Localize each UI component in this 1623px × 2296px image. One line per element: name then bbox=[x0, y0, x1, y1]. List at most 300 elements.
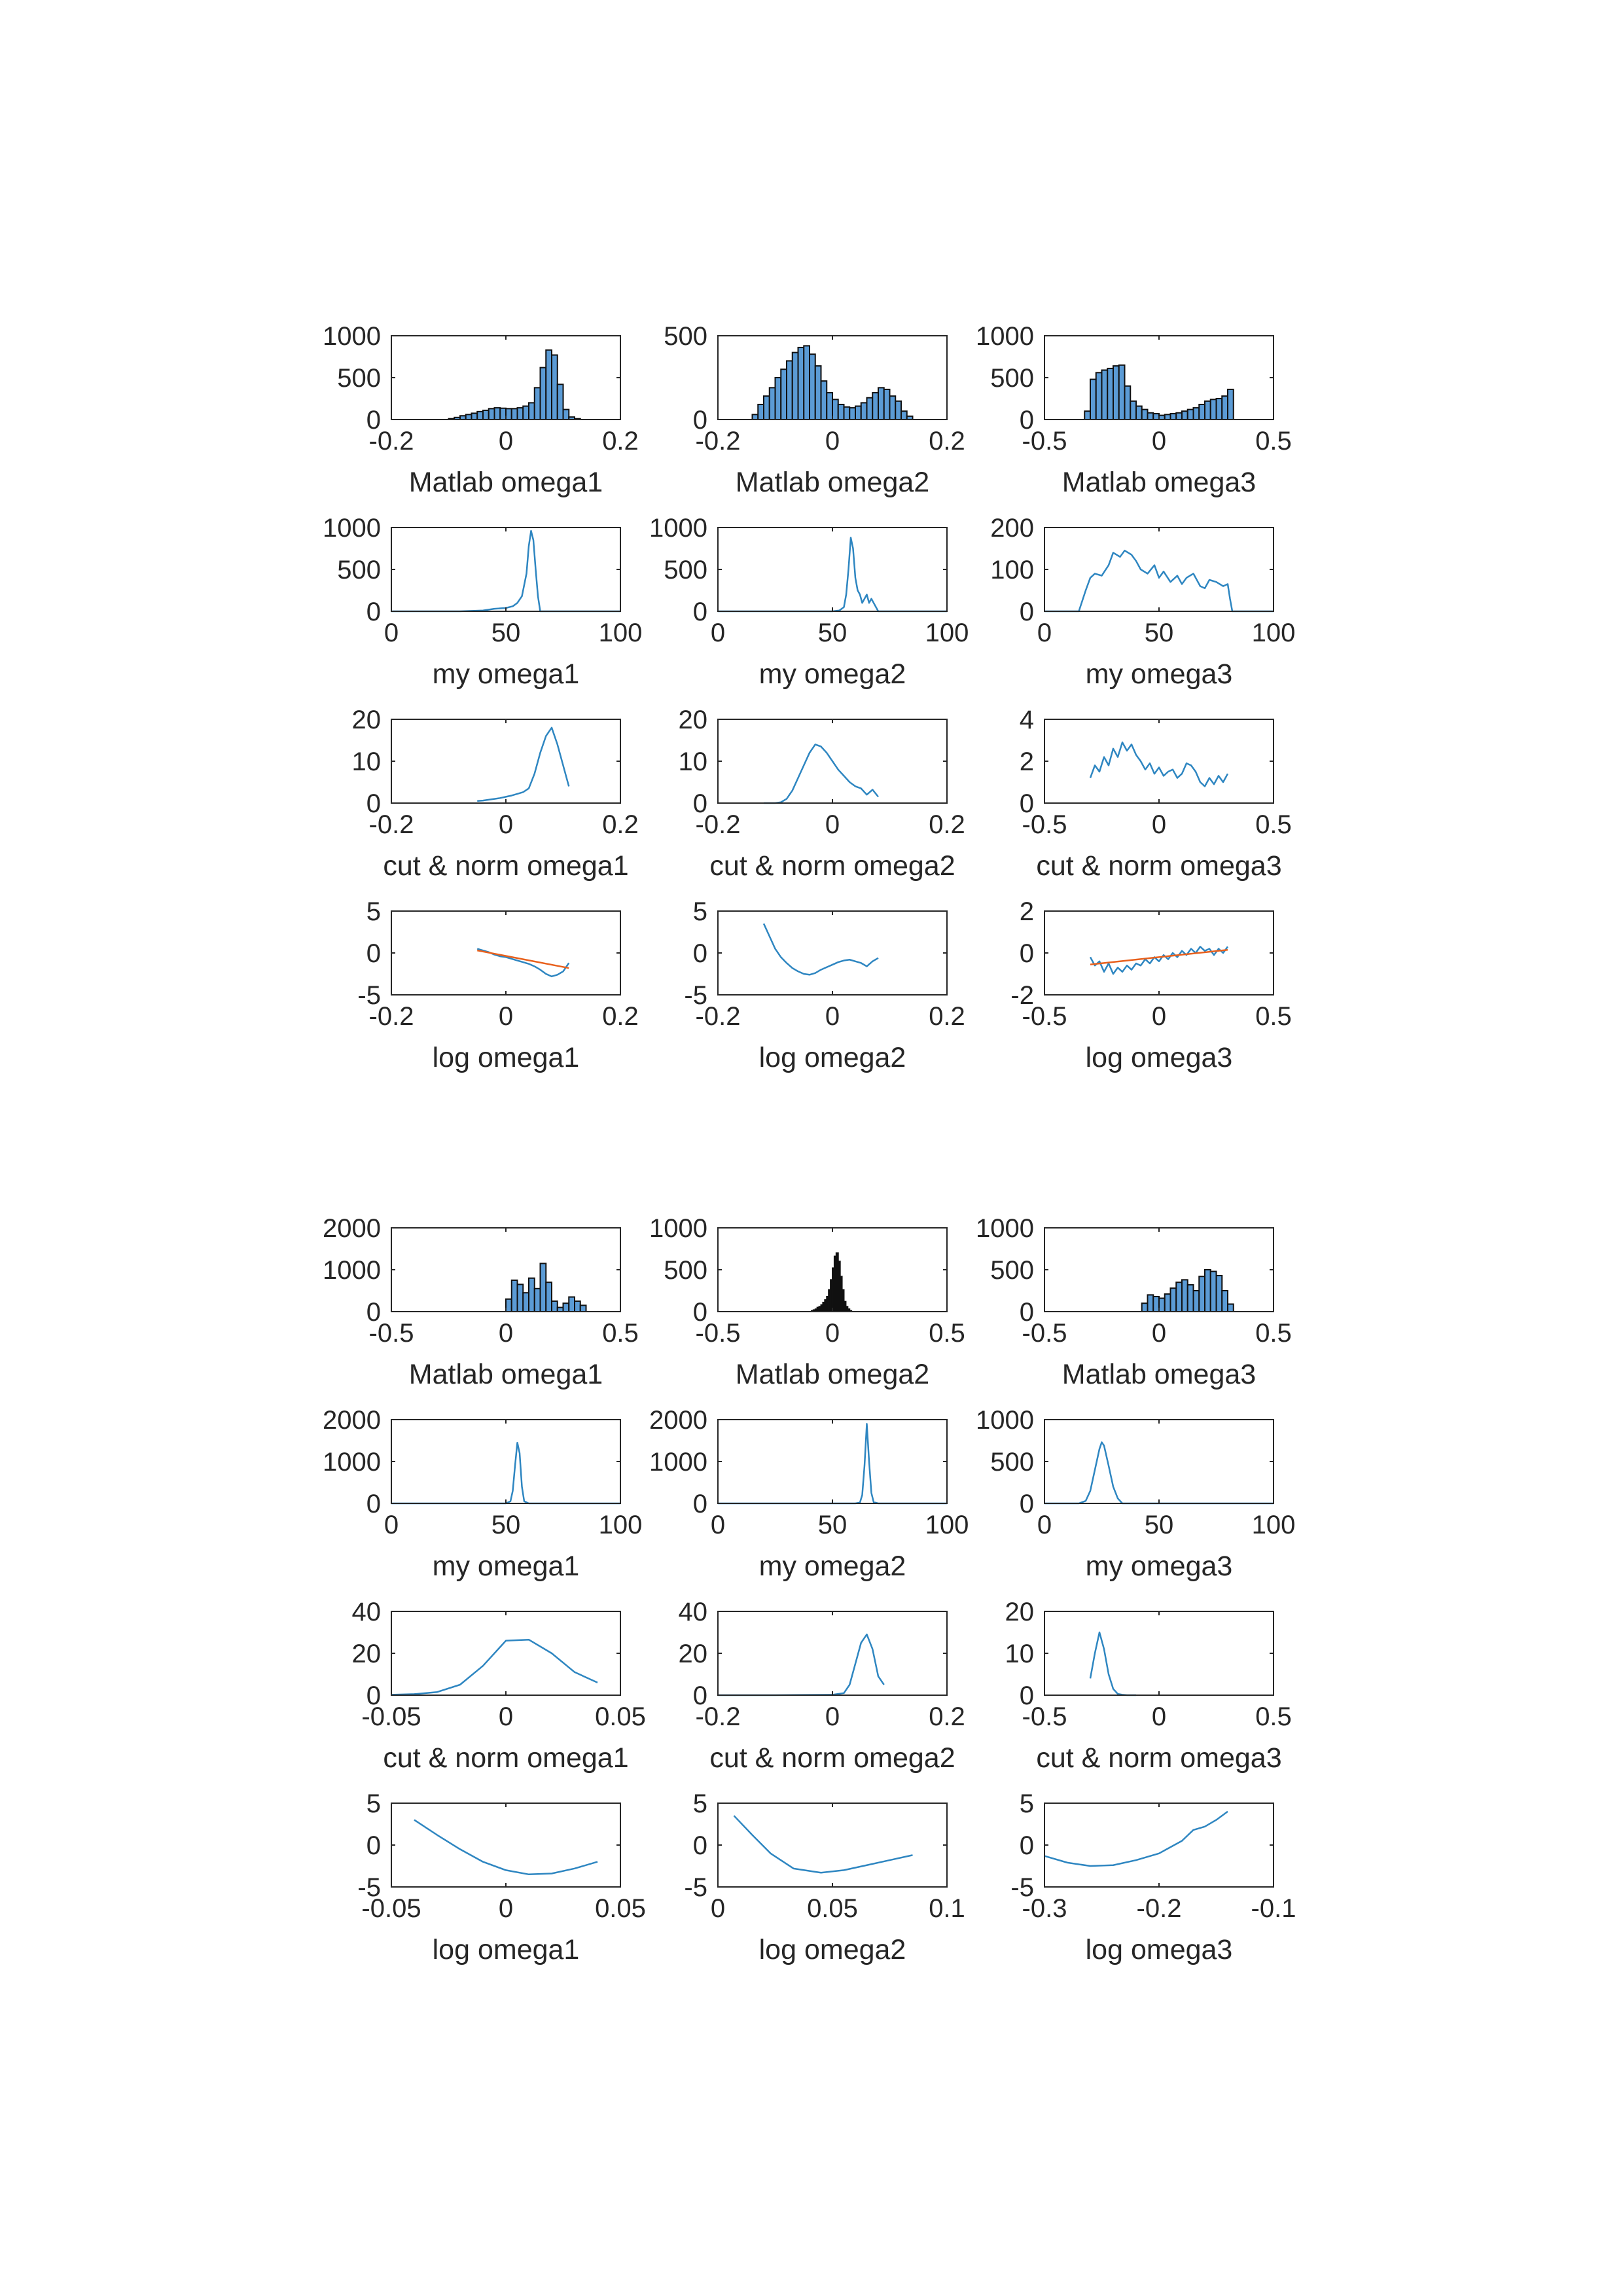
histogram-bar bbox=[552, 355, 558, 420]
data-line bbox=[734, 1816, 913, 1873]
x-axis-label: Matlab omega3 bbox=[1061, 1359, 1257, 1390]
x-tick-label: 100 bbox=[598, 619, 643, 647]
x-tick-label: 0.5 bbox=[1255, 1002, 1292, 1031]
x-tick-label: 100 bbox=[1251, 619, 1296, 647]
y-tick-label: 1000 bbox=[649, 514, 707, 543]
y-tick-label: 2000 bbox=[649, 1406, 707, 1435]
y-tick-label: 40 bbox=[351, 1598, 381, 1626]
x-axis-label: Matlab omega2 bbox=[735, 467, 930, 498]
subplot-g2-r3-c3 bbox=[1005, 1598, 1292, 1774]
y-tick-label: 0 bbox=[692, 1831, 707, 1860]
x-tick-label: 0.5 bbox=[1255, 1319, 1292, 1348]
histogram-bar bbox=[1199, 1276, 1205, 1312]
y-tick-label: 0 bbox=[366, 1298, 381, 1327]
x-tick-label: 50 bbox=[817, 1511, 847, 1539]
x-tick-label: 0 bbox=[498, 1319, 514, 1348]
y-tick-label: 500 bbox=[990, 1448, 1034, 1477]
x-tick-label: 0.5 bbox=[1255, 1702, 1292, 1731]
x-tick-label: 0.2 bbox=[929, 1702, 965, 1731]
data-line bbox=[391, 1640, 597, 1695]
x-tick-label: -0.2 bbox=[368, 1002, 414, 1031]
y-tick-label: 2000 bbox=[323, 1214, 381, 1243]
fit-line bbox=[1090, 950, 1228, 964]
y-tick-label: -5 bbox=[684, 981, 707, 1010]
x-tick-label: -0.5 bbox=[1022, 1002, 1067, 1031]
x-tick-label: 50 bbox=[1144, 619, 1174, 647]
histogram-bar bbox=[1153, 414, 1159, 420]
y-tick-label: 500 bbox=[664, 1256, 707, 1285]
x-tick-label: 0.2 bbox=[929, 1002, 965, 1031]
histogram-bar bbox=[1205, 401, 1211, 420]
y-tick-label: 2 bbox=[1019, 747, 1034, 776]
data-line bbox=[1090, 946, 1228, 974]
histogram-bar bbox=[500, 408, 506, 420]
histogram-bar bbox=[1142, 410, 1148, 420]
x-tick-label: 0 bbox=[498, 810, 514, 839]
histogram-bar bbox=[1165, 414, 1171, 420]
histogram-bar bbox=[1107, 368, 1113, 420]
histogram-bar bbox=[827, 393, 832, 420]
subplot-g2-r1-c3 bbox=[976, 1214, 1292, 1390]
x-tick-label: 0 bbox=[825, 1002, 840, 1031]
axes-box bbox=[391, 719, 620, 803]
x-tick-label: -0.05 bbox=[361, 1894, 421, 1923]
y-tick-label: 0 bbox=[1019, 1490, 1034, 1518]
histogram-bar bbox=[1217, 399, 1222, 420]
y-tick-label: 1000 bbox=[976, 322, 1034, 351]
data-line bbox=[414, 1820, 597, 1874]
axes-box bbox=[1044, 528, 1274, 611]
x-tick-label: 0.5 bbox=[1255, 810, 1292, 839]
histogram-bar bbox=[1194, 408, 1200, 420]
histogram-bar bbox=[1125, 386, 1131, 420]
x-tick-label: 100 bbox=[1251, 1511, 1296, 1539]
axes-box bbox=[391, 1420, 620, 1503]
histogram-bar bbox=[495, 408, 501, 420]
histogram-bar bbox=[523, 1293, 529, 1312]
histogram-bar bbox=[466, 414, 472, 420]
y-tick-label: 500 bbox=[337, 364, 381, 393]
x-tick-label: 50 bbox=[491, 619, 521, 647]
x-tick-label: 0.05 bbox=[595, 1894, 646, 1923]
histogram-bar bbox=[546, 1282, 552, 1312]
y-tick-label: 20 bbox=[1005, 1598, 1034, 1626]
data-line bbox=[718, 1634, 884, 1695]
x-tick-label: 0.2 bbox=[602, 427, 639, 456]
y-tick-label: 500 bbox=[664, 556, 707, 584]
x-axis-label: Matlab omega2 bbox=[735, 1359, 930, 1390]
histogram-bar bbox=[552, 1301, 558, 1312]
histogram-bar bbox=[832, 399, 838, 420]
x-tick-label: -0.5 bbox=[368, 1319, 414, 1348]
histogram-bar bbox=[753, 414, 758, 420]
x-axis-label: cut & norm omega1 bbox=[383, 850, 629, 882]
x-tick-label: 0.2 bbox=[929, 810, 965, 839]
x-tick-label: 0 bbox=[498, 1894, 514, 1923]
histogram-bar bbox=[541, 368, 546, 420]
data-line bbox=[391, 1443, 620, 1503]
subplot-g1-r1-c2 bbox=[664, 322, 965, 498]
histogram-bar bbox=[844, 407, 850, 420]
histogram-bar bbox=[1211, 1272, 1217, 1312]
histogram-bar bbox=[535, 387, 541, 420]
histogram-bar bbox=[1130, 401, 1136, 420]
subplot-g1-r4-c3 bbox=[1010, 897, 1291, 1073]
histogram-bar bbox=[787, 361, 793, 420]
subplot-g1-r4-c2 bbox=[684, 897, 965, 1073]
y-tick-label: 20 bbox=[678, 706, 707, 734]
subplot-g1-r3-c2 bbox=[679, 706, 965, 882]
x-axis-label: log omega3 bbox=[1085, 1934, 1233, 1965]
y-tick-label: 5 bbox=[692, 1789, 707, 1818]
histogram-bar bbox=[1222, 1291, 1228, 1312]
y-tick-label: 40 bbox=[678, 1598, 707, 1626]
histogram-bar bbox=[872, 393, 878, 420]
histogram-bar bbox=[506, 408, 512, 420]
histogram-bar bbox=[535, 1289, 541, 1312]
x-axis-label: my omega2 bbox=[758, 658, 906, 690]
histogram-bar bbox=[1159, 1299, 1165, 1312]
histogram-bar bbox=[867, 398, 873, 420]
axes-box bbox=[391, 1803, 620, 1887]
data-line bbox=[391, 531, 620, 611]
histogram-bar bbox=[569, 1297, 575, 1312]
y-tick-label: 10 bbox=[678, 747, 707, 776]
x-tick-label: 0.05 bbox=[595, 1702, 646, 1731]
x-axis-label: cut & norm omega1 bbox=[383, 1742, 629, 1774]
histogram-bar bbox=[563, 1303, 569, 1312]
x-tick-label: 0 bbox=[1151, 810, 1167, 839]
x-tick-label: -0.3 bbox=[1022, 1894, 1067, 1923]
x-tick-label: -0.2 bbox=[368, 810, 414, 839]
histogram-bar bbox=[758, 404, 764, 420]
histogram-bar bbox=[472, 413, 478, 420]
histogram-bar bbox=[890, 396, 896, 420]
histogram-bar bbox=[884, 389, 890, 420]
histogram-bar bbox=[1199, 404, 1205, 420]
x-tick-label: 0.5 bbox=[602, 1319, 639, 1348]
histogram-bar bbox=[1102, 370, 1108, 420]
x-tick-label: 0.5 bbox=[929, 1319, 965, 1348]
subplot-g1-r3-c1 bbox=[352, 706, 639, 882]
x-tick-label: 0 bbox=[825, 810, 840, 839]
x-tick-label: 50 bbox=[491, 1511, 521, 1539]
histogram-bar bbox=[541, 1263, 546, 1312]
histogram-bar bbox=[1090, 380, 1096, 420]
x-axis-label: Matlab omega1 bbox=[408, 467, 603, 498]
histogram-bar bbox=[1205, 1270, 1211, 1312]
y-tick-label: 1000 bbox=[323, 514, 381, 543]
histogram-bar bbox=[776, 378, 781, 420]
axes-box bbox=[1044, 1420, 1274, 1503]
histogram-bar bbox=[815, 366, 821, 420]
histogram-bar bbox=[558, 384, 563, 420]
y-tick-label: 0 bbox=[366, 1490, 381, 1518]
x-axis-label: cut & norm omega3 bbox=[1036, 1742, 1282, 1774]
y-tick-label: 1000 bbox=[323, 322, 381, 351]
subplot-g1-r1-c3 bbox=[976, 322, 1292, 498]
y-tick-label: 0 bbox=[1019, 598, 1034, 626]
x-tick-label: 0 bbox=[1037, 619, 1052, 647]
histogram-bar bbox=[489, 408, 495, 420]
histogram-bar bbox=[1153, 1297, 1159, 1312]
subplot-g2-r1-c1 bbox=[323, 1214, 639, 1390]
axes-box bbox=[718, 1420, 947, 1503]
x-tick-label: -0.2 bbox=[695, 1702, 741, 1731]
x-tick-label: 50 bbox=[817, 619, 847, 647]
y-tick-label: 0 bbox=[692, 1681, 707, 1710]
axes-box bbox=[1044, 336, 1274, 420]
x-tick-label: 100 bbox=[925, 1511, 969, 1539]
y-tick-label: 0 bbox=[692, 789, 707, 818]
x-tick-label: 0 bbox=[825, 427, 840, 456]
histogram-bar bbox=[1194, 1291, 1200, 1312]
histogram-bar bbox=[878, 387, 884, 420]
y-tick-label: 5 bbox=[366, 897, 381, 926]
histogram-bar bbox=[529, 403, 535, 420]
x-tick-label: -0.2 bbox=[1136, 1894, 1182, 1923]
x-tick-label: 0 bbox=[498, 1702, 514, 1731]
x-tick-label: 0 bbox=[498, 427, 514, 456]
histogram-bar bbox=[1165, 1294, 1171, 1312]
histogram-bar bbox=[1148, 1295, 1154, 1312]
subplot-g1-r2-c1 bbox=[323, 514, 642, 690]
histogram-bar bbox=[1136, 406, 1142, 420]
x-tick-label: -0.5 bbox=[1022, 810, 1067, 839]
x-tick-label: -0.5 bbox=[1022, 1319, 1067, 1348]
y-tick-label: 0 bbox=[366, 1831, 381, 1860]
y-tick-label: 0 bbox=[366, 406, 381, 435]
x-tick-label: 0 bbox=[383, 619, 399, 647]
histogram-bar bbox=[1176, 413, 1182, 420]
y-tick-label: 0 bbox=[366, 598, 381, 626]
y-tick-label: 5 bbox=[1019, 1789, 1034, 1818]
fit-line bbox=[477, 950, 569, 968]
histogram-bar bbox=[1176, 1282, 1182, 1312]
x-axis-label: log omega3 bbox=[1085, 1042, 1233, 1073]
y-tick-label: -5 bbox=[1010, 1873, 1034, 1902]
axes-box bbox=[1044, 911, 1274, 995]
histogram-bar bbox=[1228, 389, 1234, 420]
histogram-bar bbox=[1113, 366, 1119, 420]
axes-box bbox=[1044, 719, 1274, 803]
subplot-g1-r1-c1 bbox=[323, 322, 639, 498]
x-tick-label: 0 bbox=[1151, 1002, 1167, 1031]
histogram-bar bbox=[855, 406, 861, 420]
x-tick-label: -0.2 bbox=[695, 810, 741, 839]
x-tick-label: -0.1 bbox=[1251, 1894, 1296, 1923]
y-tick-label: 500 bbox=[337, 556, 381, 584]
histogram-bar bbox=[523, 406, 529, 420]
x-tick-label: 0.1 bbox=[929, 1894, 965, 1923]
y-tick-label: 0 bbox=[1019, 789, 1034, 818]
histogram-bar bbox=[793, 353, 798, 420]
histogram-bar bbox=[901, 411, 907, 420]
y-tick-label: -5 bbox=[684, 1873, 707, 1902]
y-tick-label: -2 bbox=[1010, 981, 1034, 1010]
y-tick-label: 0 bbox=[1019, 1298, 1034, 1327]
y-tick-label: 0 bbox=[692, 939, 707, 968]
x-tick-label: -0.2 bbox=[695, 1002, 741, 1031]
y-tick-label: 0 bbox=[692, 598, 707, 626]
y-tick-label: 500 bbox=[990, 1256, 1034, 1285]
x-tick-label: -0.5 bbox=[695, 1319, 741, 1348]
histogram-bar bbox=[1171, 1288, 1177, 1312]
y-tick-label: 0 bbox=[366, 939, 381, 968]
y-tick-label: 1000 bbox=[649, 1448, 707, 1477]
histogram-bar bbox=[764, 396, 770, 420]
x-tick-label: 50 bbox=[1144, 1511, 1174, 1539]
y-tick-label: -5 bbox=[357, 1873, 381, 1902]
histogram-bar bbox=[529, 1278, 535, 1312]
data-line bbox=[1044, 1812, 1228, 1866]
y-tick-label: 5 bbox=[366, 1789, 381, 1818]
histogram-bar bbox=[518, 1284, 524, 1312]
histogram-bar bbox=[1084, 411, 1090, 420]
axes-box bbox=[391, 911, 620, 995]
subplot-g2-r4-c2 bbox=[684, 1789, 965, 1965]
histogram-bar bbox=[1148, 413, 1154, 420]
y-tick-label: 500 bbox=[990, 364, 1034, 393]
axes-box bbox=[718, 1611, 947, 1695]
y-tick-label: 0 bbox=[366, 1681, 381, 1710]
histogram-bar bbox=[804, 346, 810, 420]
subplot-g1-r2-c3 bbox=[990, 514, 1295, 690]
data-line bbox=[1090, 1632, 1136, 1695]
x-tick-label: 0.2 bbox=[929, 427, 965, 456]
y-tick-label: 500 bbox=[664, 322, 707, 351]
subplot-g2-r3-c2 bbox=[679, 1598, 965, 1774]
y-tick-label: 10 bbox=[351, 747, 381, 776]
subplot-g2-r3-c1 bbox=[352, 1598, 646, 1774]
y-tick-label: 100 bbox=[990, 556, 1034, 584]
x-tick-label: 0.5 bbox=[1255, 427, 1292, 456]
axes-box bbox=[1044, 1611, 1274, 1695]
y-tick-label: 2 bbox=[1019, 897, 1034, 926]
data-line bbox=[764, 744, 878, 803]
x-axis-label: Matlab omega3 bbox=[1061, 467, 1257, 498]
x-tick-label: 0 bbox=[1151, 1702, 1167, 1731]
x-tick-label: -0.05 bbox=[361, 1702, 421, 1731]
x-axis-label: my omega1 bbox=[432, 658, 580, 690]
subplot-g2-r2-c3 bbox=[976, 1406, 1295, 1582]
x-axis-label: log omega2 bbox=[758, 1934, 906, 1965]
x-tick-label: 0 bbox=[825, 1319, 840, 1348]
y-tick-label: 0 bbox=[1019, 1681, 1034, 1710]
y-tick-label: -5 bbox=[357, 981, 381, 1010]
histogram-bar bbox=[1182, 411, 1188, 420]
x-tick-label: 0 bbox=[1037, 1511, 1052, 1539]
x-tick-label: 0 bbox=[710, 1511, 726, 1539]
histogram-bar bbox=[477, 412, 483, 420]
x-tick-label: 0 bbox=[710, 619, 726, 647]
histogram-bar bbox=[506, 1299, 512, 1312]
histogram-bar bbox=[1119, 365, 1125, 420]
y-tick-label: 1000 bbox=[976, 1406, 1034, 1435]
axes-box bbox=[391, 528, 620, 611]
histogram-bar bbox=[546, 350, 552, 420]
histogram-bar bbox=[1228, 1304, 1234, 1312]
histogram-bar bbox=[563, 410, 569, 420]
y-tick-label: 20 bbox=[351, 1640, 381, 1668]
subplot-g2-r4-c1 bbox=[357, 1789, 646, 1965]
subplot-g1-r4-c1 bbox=[357, 897, 638, 1073]
x-tick-label: -0.5 bbox=[1022, 427, 1067, 456]
x-axis-label: my omega1 bbox=[432, 1551, 580, 1582]
histogram-bar bbox=[821, 381, 827, 420]
data-line bbox=[1044, 1443, 1274, 1503]
subplot-g1-r2-c2 bbox=[649, 514, 969, 690]
histogram-bar bbox=[861, 403, 867, 420]
x-axis-label: cut & norm omega2 bbox=[709, 1742, 955, 1774]
x-tick-label: 0.2 bbox=[602, 1002, 639, 1031]
x-tick-label: 0 bbox=[1151, 1319, 1167, 1348]
y-tick-label: 0 bbox=[1019, 406, 1034, 435]
y-tick-label: 0 bbox=[692, 406, 707, 435]
x-axis-label: log omega1 bbox=[432, 1042, 580, 1073]
histogram-bar bbox=[1142, 1303, 1148, 1312]
y-tick-label: 5 bbox=[692, 897, 707, 926]
y-tick-label: 1000 bbox=[323, 1256, 381, 1285]
x-tick-label: 0 bbox=[1151, 427, 1167, 456]
x-axis-label: my omega3 bbox=[1085, 658, 1233, 690]
histogram-bar bbox=[512, 408, 518, 420]
data-line bbox=[718, 537, 947, 611]
x-tick-label: 0 bbox=[498, 1002, 514, 1031]
y-tick-label: 4 bbox=[1019, 706, 1034, 734]
y-tick-label: 20 bbox=[678, 1640, 707, 1668]
y-tick-label: 1000 bbox=[323, 1448, 381, 1477]
histogram-bar bbox=[1182, 1280, 1188, 1312]
x-axis-label: my omega2 bbox=[758, 1551, 906, 1582]
x-axis-label: log omega2 bbox=[758, 1042, 906, 1073]
x-tick-label: 0 bbox=[825, 1702, 840, 1731]
histogram-bar bbox=[1217, 1276, 1222, 1312]
data-line bbox=[718, 1424, 947, 1503]
x-tick-label: 0 bbox=[383, 1511, 399, 1539]
x-tick-label: 0.2 bbox=[602, 810, 639, 839]
y-tick-label: 20 bbox=[351, 706, 381, 734]
y-tick-label: 2000 bbox=[323, 1406, 381, 1435]
histogram-bar bbox=[781, 369, 787, 420]
y-tick-label: 0 bbox=[366, 789, 381, 818]
histogram-bar bbox=[1171, 414, 1177, 420]
subplot-g1-r3-c3 bbox=[1020, 706, 1292, 882]
y-tick-label: 1000 bbox=[976, 1214, 1034, 1243]
histogram-bar bbox=[770, 387, 776, 420]
histogram-bar bbox=[575, 1301, 580, 1312]
x-axis-label: my omega3 bbox=[1085, 1551, 1233, 1582]
y-tick-label: 0 bbox=[1019, 939, 1034, 968]
x-axis-label: log omega1 bbox=[432, 1934, 580, 1965]
subplot-g2-r2-c1 bbox=[323, 1406, 642, 1582]
x-tick-label: 0 bbox=[710, 1894, 726, 1923]
axes-box bbox=[718, 1803, 947, 1887]
histogram-bar bbox=[798, 348, 804, 420]
histogram-bar bbox=[518, 408, 524, 420]
histogram-bar bbox=[849, 408, 855, 420]
histogram-bar bbox=[1188, 1285, 1194, 1312]
axes-box bbox=[391, 336, 620, 420]
x-tick-label: 0.05 bbox=[807, 1894, 858, 1923]
axes-box bbox=[391, 1611, 620, 1695]
subplot-g2-r2-c2 bbox=[649, 1406, 969, 1582]
y-tick-label: 200 bbox=[990, 514, 1034, 543]
axes-box bbox=[1044, 1803, 1274, 1887]
subplot-g2-r4-c3 bbox=[1010, 1789, 1296, 1965]
x-tick-label: 100 bbox=[598, 1511, 643, 1539]
data-line bbox=[1044, 550, 1274, 611]
